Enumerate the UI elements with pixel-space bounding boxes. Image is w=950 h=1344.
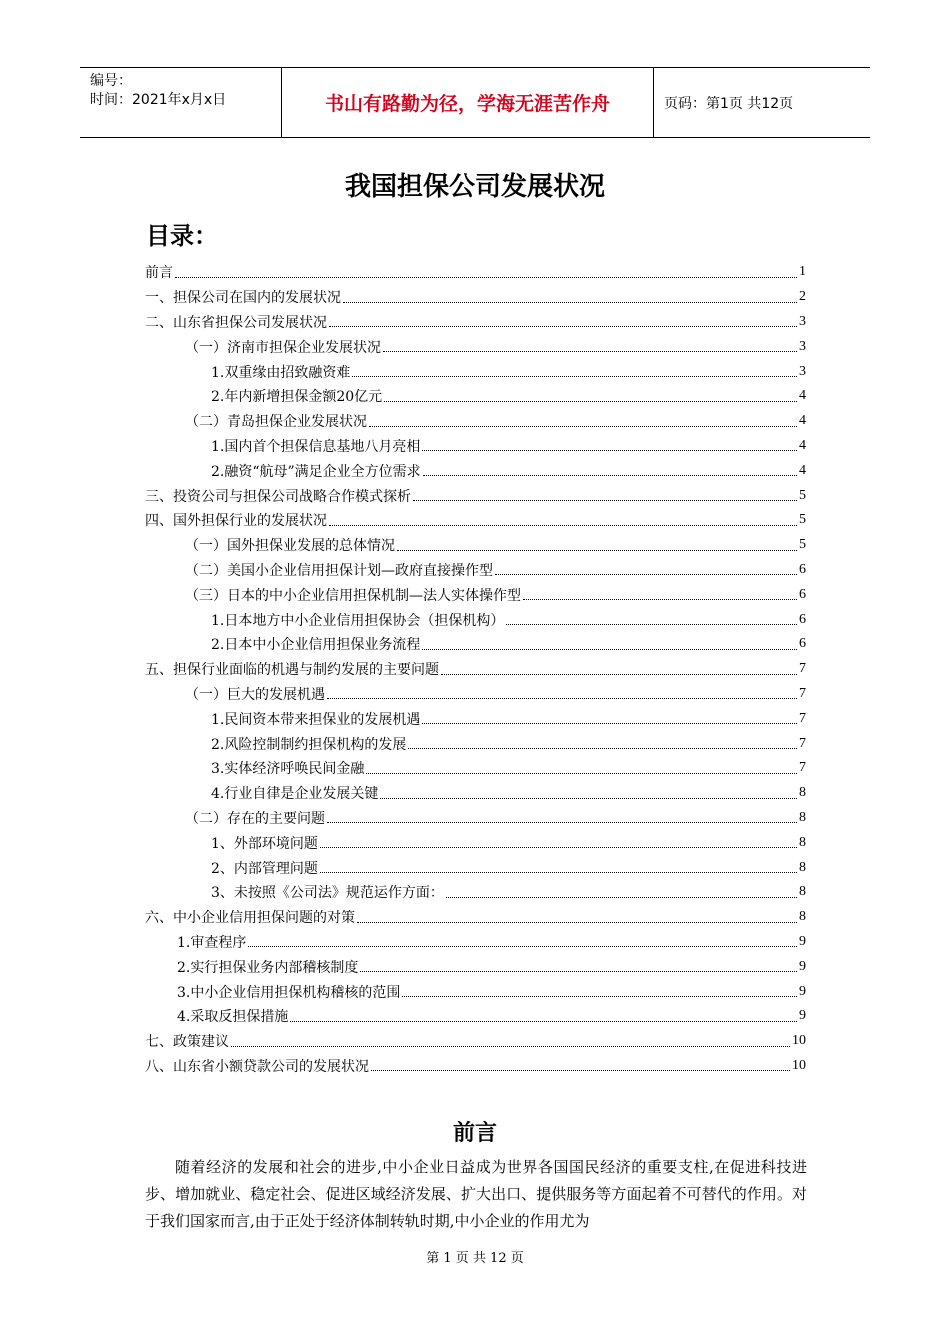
toc-entry-page: 4 [799,437,806,453]
toc-entry-page: 8 [799,859,806,875]
toc-entry-title: （二）存在的主要问题 [185,810,325,827]
toc-entry-page: 9 [799,1008,806,1024]
toc-leader-dots [327,812,797,823]
toc-leader-dots [248,936,797,947]
toc-entry-page: 7 [799,685,806,701]
toc-entry-title: 五、担保行业面临的机遇与制约发展的主要问题 [145,662,439,679]
toc-entry-title: 4.行业自律是企业发展关键 [211,786,379,803]
toc-entry-title: 1.审查程序 [177,934,247,951]
toc-leader-dots [231,1036,790,1047]
toc-entry[interactable] [145,260,806,285]
toc-entry-title: （一）济南市担保企业发展状况 [185,339,381,356]
toc-entry[interactable] [145,359,806,384]
toc-entry[interactable] [145,632,806,657]
toc-entry-title: 二、山东省担保公司发展状况 [145,314,327,331]
toc-entry[interactable] [145,855,806,880]
toc-entry[interactable] [145,880,806,905]
toc-entry-title: 1.双重缘由招致融资难 [211,364,351,381]
toc-leader-dots [327,688,797,699]
toc-leader-dots [329,515,797,526]
toc-leader-dots [343,292,797,303]
toc-entry-page: 9 [799,933,806,949]
toc-leader-dots [446,887,797,898]
toc-entry-page: 10 [792,1033,806,1049]
toc-entry-title: （一）国外担保业发展的总体情况 [185,538,395,555]
toc-entry[interactable] [145,334,806,359]
toc-entry-page: 9 [799,958,806,974]
toc-entry-title: 七、政策建议 [145,1034,229,1051]
toc-entry[interactable] [145,607,806,632]
toc-heading: 目录： [146,222,218,250]
toc-entry-page: 5 [799,487,806,503]
toc-entry-page: 6 [799,636,806,652]
toc-leader-dots [290,1011,797,1022]
toc-entry-title: 1、外部环境问题 [211,835,318,852]
toc-entry[interactable] [145,657,806,682]
toc-leader-dots [397,540,797,551]
toc-entry-title: 3.中小企业信用担保机构稽核的范围 [177,984,401,1001]
toc-leader-dots [423,465,797,476]
toc-entry[interactable] [145,682,806,707]
page-header [80,67,870,138]
toc-entry-title: 1.国内首个担保信息基地八月亮相 [211,438,421,455]
toc-leader-dots [422,440,797,451]
toc-leader-dots [441,664,797,675]
toc-entry[interactable] [145,558,806,583]
toc-entry[interactable] [145,508,806,533]
toc-entry-title: 2.实行担保业务内部稽核制度 [177,959,359,976]
toc-entry[interactable] [145,409,806,434]
document-date: 时间：2021年x月x日 [90,92,227,108]
toc-entry[interactable] [145,905,806,930]
toc-entry-page: 9 [799,983,806,999]
toc-entry[interactable] [145,1029,806,1054]
toc-entry[interactable] [145,483,806,508]
toc-entry-page: 5 [799,537,806,553]
toc-entry-title: （二）美国小企业信用担保计划—政府直接操作型 [185,562,493,579]
toc-leader-dots [422,713,797,724]
toc-entry[interactable] [145,310,806,335]
toc-entry-page: 4 [799,462,806,478]
toc-entry[interactable] [145,706,806,731]
toc-entry-page: 3 [799,313,806,329]
body-paragraph: 随着经济的发展和社会的进步,中小企业日益成为世界各国国民经济的重要支柱,在促进科技进步、增加就业、稳定社会、促进区域经济发展、扩大出口、提供服务等方面起着不可替代的作用。对于我们国家而言,由于正处于经济体制转轨时期,中小企业的作用尤为 [145,1158,807,1230]
toc-entry-page: 7 [799,661,806,677]
toc-entry-title: 2、内部管理问题 [211,860,318,877]
toc-leader-dots [402,986,797,997]
toc-entry-title: 1.日本地方中小企业信用担保协会（担保机构） [211,612,505,629]
toc-entry-page: 8 [799,884,806,900]
toc-entry[interactable] [145,781,806,806]
toc-entry-page: 8 [799,834,806,850]
toc-leader-dots [360,961,797,972]
toc-entry[interactable] [145,285,806,310]
toc-entry[interactable] [145,1004,806,1029]
toc-leader-dots [495,564,797,575]
toc-entry-title: 四、国外担保行业的发展状况 [145,513,327,530]
section-title: 前言 [452,1121,497,1146]
toc-entry-page: 6 [799,611,806,627]
toc-entry[interactable] [145,806,806,831]
toc-entry-page: 8 [799,809,806,825]
document-number-label: 编号： [90,73,132,89]
toc-entry-page: 5 [799,512,806,528]
toc-leader-dots [383,341,797,352]
toc-entry-page: 7 [799,760,806,776]
toc-entry-page: 3 [799,363,806,379]
document-title: 我国担保公司发展状况 [344,172,605,202]
toc-entry-title: （三）日本的中小企业信用担保机制—法人实体操作型 [185,587,521,604]
toc-entry[interactable] [145,533,806,558]
toc-entry-title: 1.民间资本带来担保业的发展机遇 [211,711,421,728]
toc-entry[interactable] [145,756,806,781]
toc-entry[interactable] [145,384,806,409]
toc-entry-title: 八、山东省小额贷款公司的发展状况 [145,1058,369,1075]
toc-entry[interactable] [145,979,806,1004]
toc-entry-title: 4.采取反担保措施 [177,1009,289,1026]
toc-entry-title: 前言 [145,265,173,282]
toc-leader-dots [413,490,797,501]
toc-entry-page: 6 [799,586,806,602]
toc-entry-title: 2.年内新增担保金额20亿元 [211,389,383,406]
toc-entry-page: 3 [799,338,806,354]
toc-entry[interactable] [145,930,806,955]
toc-entry-page: 4 [799,413,806,429]
toc-entry-page: 6 [799,561,806,577]
toc-entry-title: 一、担保公司在国内的发展状况 [145,290,341,307]
toc-entry-page: 4 [799,388,806,404]
toc-entry-title: 2.风险控制制约担保机构的发展 [211,736,407,753]
toc-leader-dots [175,267,797,278]
toc-entry[interactable] [145,1054,806,1079]
header-motto: 书山有路勤为径，学海无涯苦作舟 [282,68,654,137]
toc-leader-dots [320,862,797,873]
toc-leader-dots [357,912,797,923]
toc-leader-dots [366,763,797,774]
toc-entry-title: 3.实体经济呼唤民间金融 [211,761,365,778]
toc-entry-page: 1 [799,264,806,280]
table-of-contents [145,260,806,1078]
toc-entry-page: 8 [799,909,806,925]
toc-entry[interactable] [145,731,806,756]
toc-entry-page: 7 [799,710,806,726]
toc-entry-page: 10 [792,1057,806,1073]
toc-entry-page: 2 [799,289,806,305]
toc-entry-title: 六、中小企业信用担保问题的对策 [145,910,355,927]
toc-leader-dots [408,738,797,749]
toc-entry-title: （一）巨大的发展机遇 [185,686,325,703]
toc-entry[interactable] [145,830,806,855]
toc-entry-title: （二）青岛担保企业发展状况 [185,414,367,431]
toc-entry-page: 7 [799,735,806,751]
toc-leader-dots [369,416,797,427]
header-page-info: 页码：第1页 共12页 [664,95,794,112]
toc-leader-dots [380,788,797,799]
toc-leader-dots [384,391,797,402]
toc-entry-title: 2.日本中小企业信用担保业务流程 [211,637,421,654]
toc-entry-title: 2.融资“航母”满足企业全方位需求 [211,463,421,480]
header-meta [80,68,282,137]
toc-leader-dots [371,1060,790,1071]
toc-entry[interactable] [145,954,806,979]
toc-leader-dots [329,316,797,327]
toc-leader-dots [320,837,797,848]
toc-entry[interactable] [145,582,806,607]
toc-entry-title: 3、未按照《公司法》规范运作方面： [211,885,444,902]
toc-leader-dots [506,614,797,625]
toc-entry-title: 三、投资公司与担保公司战略合作模式探析 [145,488,411,505]
page-footer: 第 1 页 共 12 页 [426,1251,524,1266]
toc-entry[interactable] [145,458,806,483]
toc-leader-dots [422,639,797,650]
toc-leader-dots [523,589,797,600]
toc-entry[interactable] [145,434,806,459]
toc-leader-dots [352,366,797,377]
toc-entry-page: 8 [799,785,806,801]
